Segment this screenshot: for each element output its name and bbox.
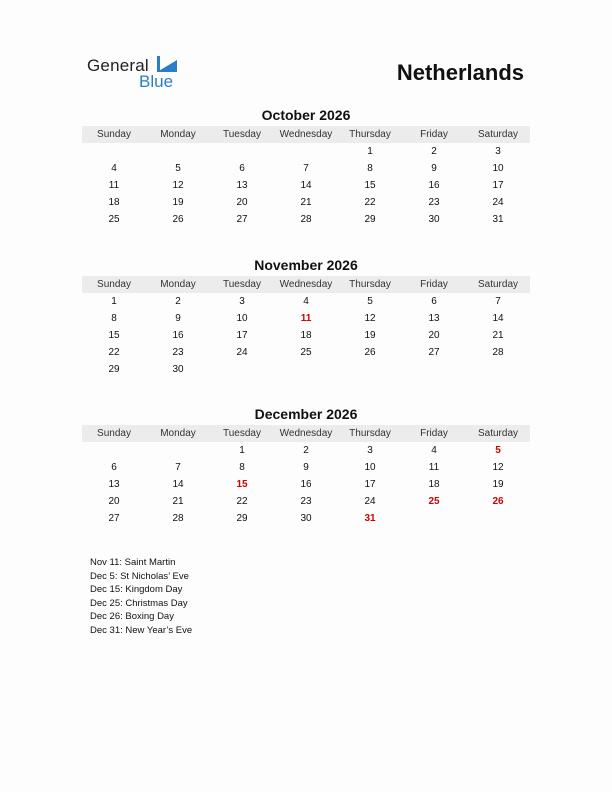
weekday-label: Monday	[160, 428, 196, 439]
day-cell: 24	[364, 496, 376, 507]
day-cell: 23	[428, 197, 440, 208]
month-december	[82, 405, 530, 527]
day-cell: 28	[172, 513, 184, 524]
day-cell: 4	[111, 163, 117, 174]
day-cell: 15	[364, 180, 376, 191]
week-row	[82, 160, 530, 177]
weekday-label: Wednesday	[279, 428, 333, 439]
day-cell: 30	[300, 513, 312, 524]
day-cell: 2	[175, 296, 181, 307]
holiday-entry: Dec 31: New Year’s Eve	[90, 624, 193, 636]
day-cell: 26	[172, 214, 184, 225]
day-cell: 6	[431, 296, 437, 307]
day-cell: 9	[431, 163, 437, 174]
day-cell: 21	[172, 496, 184, 507]
day-cell: 15	[108, 330, 120, 341]
day-cell: 29	[236, 513, 248, 524]
day-cell: 4	[303, 296, 309, 307]
week-row	[82, 476, 530, 493]
day-cell: 31	[492, 214, 504, 225]
weekday-label: Friday	[420, 279, 448, 290]
day-cell: 10	[492, 163, 504, 174]
day-cell: 20	[428, 330, 440, 341]
day-cell: 14	[172, 479, 184, 490]
generalblue-logo	[87, 56, 197, 92]
day-cell: 7	[175, 462, 181, 473]
day-cell: 7	[303, 163, 309, 174]
day-cell: 9	[175, 313, 181, 324]
day-cell: 30	[428, 214, 440, 225]
day-cell: 1	[239, 445, 245, 456]
weekday-label: Thursday	[349, 279, 391, 290]
day-cell: 31	[364, 513, 376, 524]
day-cell: 14	[300, 180, 312, 191]
day-cell: 16	[172, 330, 184, 341]
weekday-header-row	[82, 276, 530, 293]
day-cell: 12	[172, 180, 184, 191]
day-cell: 19	[364, 330, 376, 341]
weekday-label: Saturday	[477, 428, 519, 439]
day-cell: 10	[364, 462, 376, 473]
day-cell: 19	[172, 197, 184, 208]
month-title: November 2026	[254, 257, 358, 273]
weekday-label: Sunday	[97, 428, 131, 439]
day-cell: 12	[492, 462, 504, 473]
day-cell: 18	[300, 330, 312, 341]
day-cell: 11	[108, 180, 120, 191]
logo-word-blue: Blue	[139, 72, 174, 91]
month-title: December 2026	[254, 406, 358, 422]
day-cell: 10	[236, 313, 248, 324]
holiday-entry: Dec 25: Christmas Day	[90, 597, 188, 609]
logo-word-general: General	[87, 56, 149, 75]
day-cell: 26	[492, 496, 504, 507]
day-cell: 22	[364, 197, 376, 208]
day-cell: 3	[367, 445, 373, 456]
day-cell: 27	[236, 214, 248, 225]
week-row	[82, 493, 530, 510]
day-cell: 4	[431, 445, 437, 456]
day-cell: 19	[492, 479, 504, 490]
week-row	[82, 442, 530, 459]
day-cell: 3	[239, 296, 245, 307]
day-cell: 15	[236, 479, 248, 490]
week-row	[82, 211, 530, 228]
day-cell: 7	[495, 296, 501, 307]
day-cell: 13	[428, 313, 440, 324]
holiday-entry: Dec 26: Boxing Day	[90, 611, 174, 623]
day-cell: 12	[364, 313, 376, 324]
day-cell: 25	[300, 347, 312, 358]
day-cell: 21	[492, 330, 504, 341]
weekday-label: Saturday	[477, 279, 519, 290]
day-cell: 8	[239, 462, 245, 473]
weekday-label: Tuesday	[223, 428, 261, 439]
day-cell: 1	[367, 146, 373, 157]
day-cell: 16	[428, 180, 440, 191]
day-cell: 30	[172, 364, 184, 375]
day-cell: 6	[239, 163, 245, 174]
week-row	[82, 510, 530, 527]
weekday-label: Thursday	[349, 129, 391, 140]
day-cell: 22	[108, 347, 120, 358]
day-cell: 28	[300, 214, 312, 225]
weekday-label: Wednesday	[279, 279, 333, 290]
day-cell: 16	[300, 479, 312, 490]
day-cell: 2	[431, 146, 437, 157]
day-cell: 14	[492, 313, 504, 324]
week-row	[82, 327, 530, 344]
day-cell: 23	[300, 496, 312, 507]
day-cell: 18	[108, 197, 120, 208]
month-october	[82, 106, 530, 228]
day-cell: 3	[495, 146, 501, 157]
weekday-label: Monday	[160, 129, 196, 140]
day-cell: 11	[300, 313, 312, 324]
day-cell: 23	[172, 347, 184, 358]
weekday-label: Friday	[420, 428, 448, 439]
weekday-label: Thursday	[349, 428, 391, 439]
weekday-label: Sunday	[97, 129, 131, 140]
day-cell: 24	[492, 197, 504, 208]
holiday-list	[90, 556, 192, 638]
weekday-label: Tuesday	[223, 279, 261, 290]
weekday-label: Monday	[160, 279, 196, 290]
country-title: Netherlands	[396, 60, 524, 85]
day-cell: 18	[428, 479, 440, 490]
day-cell: 21	[300, 197, 312, 208]
day-cell: 11	[428, 462, 440, 473]
day-cell: 25	[428, 496, 440, 507]
holiday-entry: Dec 15: Kingdom Day	[90, 584, 183, 596]
weekday-header-row	[82, 425, 530, 442]
day-cell: 9	[303, 462, 309, 473]
weekday-label: Wednesday	[279, 129, 333, 140]
day-cell: 20	[108, 496, 120, 507]
day-cell: 8	[367, 163, 373, 174]
day-cell: 22	[236, 496, 248, 507]
weekday-label: Friday	[420, 129, 448, 140]
week-row	[82, 293, 530, 310]
week-row	[82, 344, 530, 361]
holiday-entry: Nov 11: Saint Martin	[90, 557, 176, 568]
holiday-entry: Dec 5: St Nicholas’ Eve	[90, 570, 189, 582]
day-cell: 5	[367, 296, 373, 307]
logo-flag-icon	[157, 60, 177, 72]
day-cell: 27	[108, 513, 120, 524]
day-cell: 5	[495, 445, 501, 456]
day-cell: 29	[364, 214, 376, 225]
day-cell: 13	[236, 180, 248, 191]
week-row	[82, 143, 530, 160]
day-cell: 2	[303, 445, 309, 456]
day-cell: 24	[236, 347, 248, 358]
day-cell: 29	[108, 364, 120, 375]
day-cell: 17	[492, 180, 504, 191]
week-row	[82, 194, 530, 211]
weekday-label: Saturday	[477, 129, 519, 140]
day-cell: 13	[108, 479, 120, 490]
day-cell: 26	[364, 347, 376, 358]
day-cell: 1	[111, 296, 117, 307]
day-cell: 6	[111, 462, 117, 473]
day-cell: 8	[111, 313, 117, 324]
week-row	[82, 459, 530, 476]
month-title: October 2026	[261, 107, 351, 123]
day-cell: 25	[108, 214, 120, 225]
day-cell: 5	[175, 163, 181, 174]
week-row	[82, 177, 530, 194]
week-row	[82, 361, 530, 378]
day-cell: 28	[492, 347, 504, 358]
day-cell: 20	[236, 197, 248, 208]
day-cell: 17	[236, 330, 248, 341]
day-cell: 17	[364, 479, 376, 490]
week-row	[82, 310, 530, 327]
weekday-label: Tuesday	[223, 129, 261, 140]
weekday-header-row	[82, 126, 530, 143]
weekday-label: Sunday	[97, 279, 131, 290]
day-cell: 27	[428, 347, 440, 358]
month-november	[82, 256, 530, 378]
